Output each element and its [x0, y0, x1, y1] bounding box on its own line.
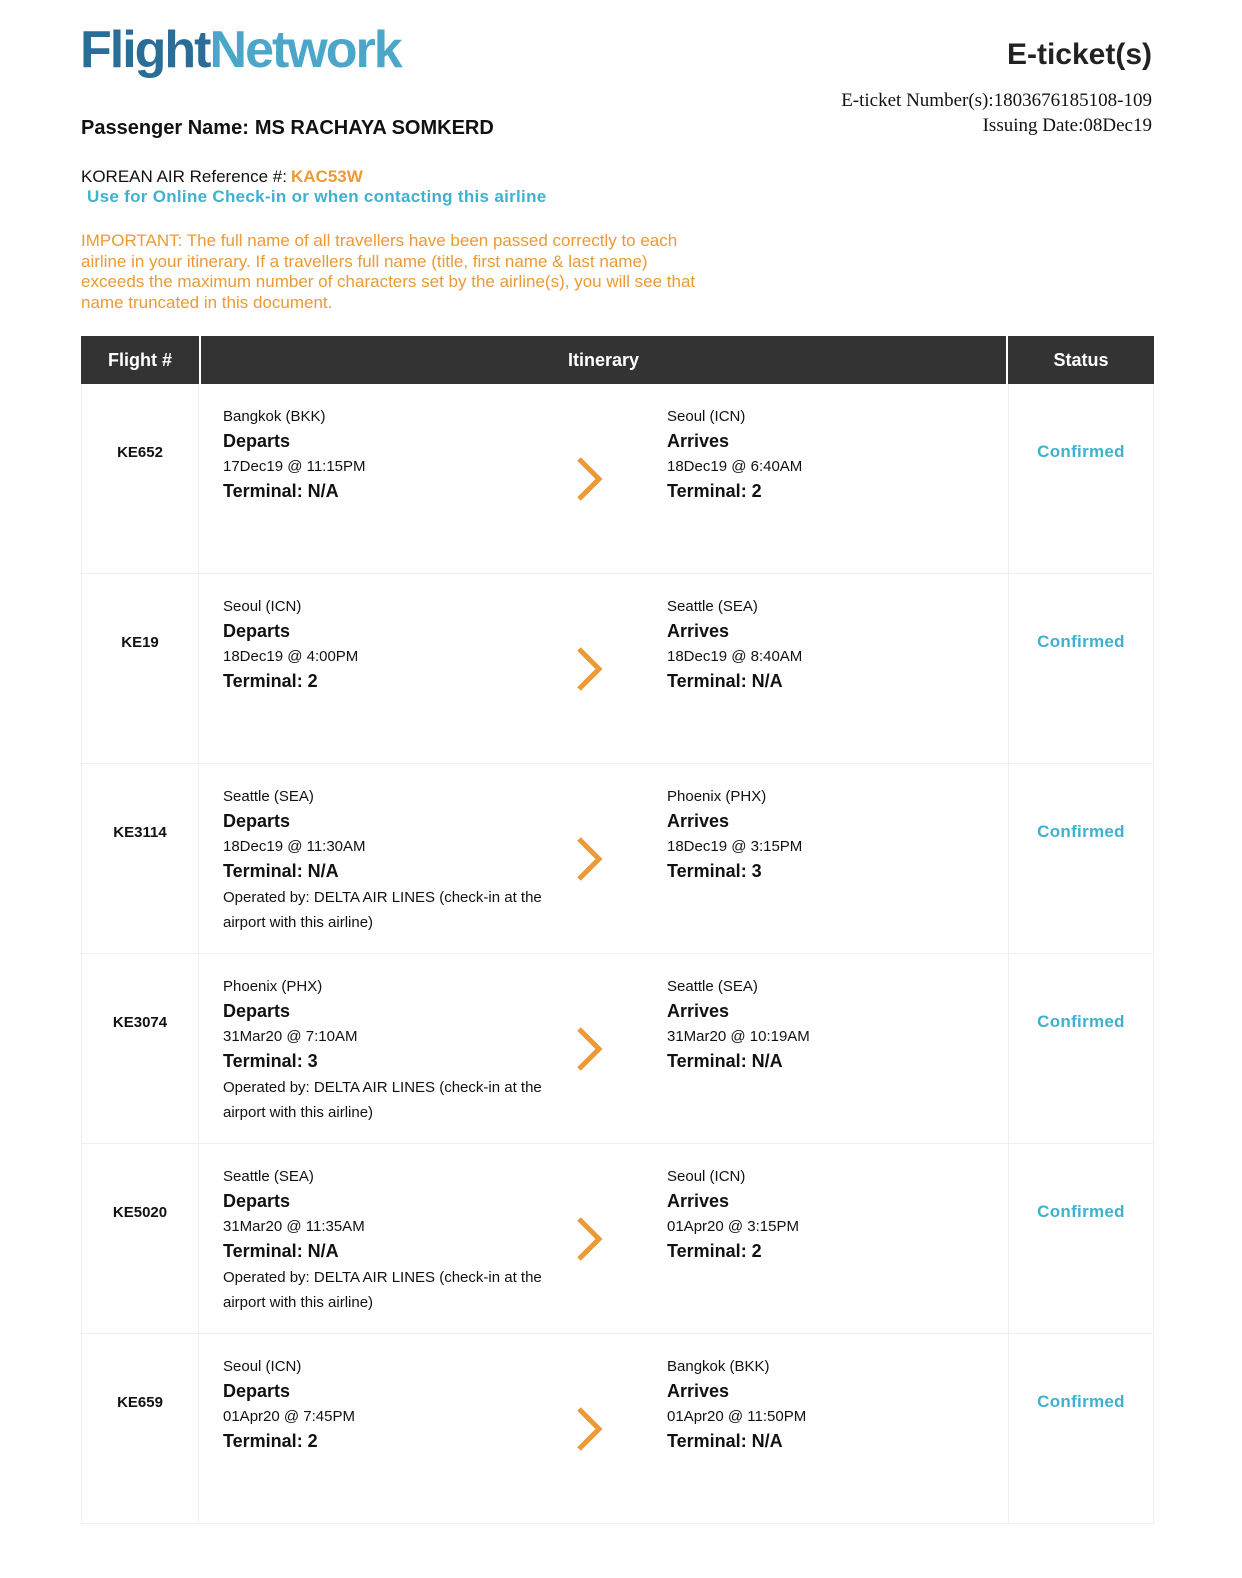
status-badge: Confirmed	[1009, 1144, 1154, 1333]
arrival-time: 18Dec19 @ 3:15PM	[667, 838, 803, 855]
arrival-terminal: Terminal: 3	[667, 861, 762, 881]
departs-label: Departs	[223, 1381, 291, 1401]
ticket-numbers: E-ticket Number(s):1803676185108-109	[841, 90, 1152, 111]
flight-number: KE652	[81, 384, 199, 573]
header-itinerary: Itinerary	[201, 336, 1008, 384]
table-body	[81, 384, 1154, 1524]
departure-city: Bangkok (BKK)	[223, 408, 326, 425]
departs-label: Departs	[223, 431, 291, 451]
status-badge: Confirmed	[1009, 384, 1154, 573]
departure-time: 18Dec19 @ 11:30AM	[223, 838, 366, 855]
arrives-label: Arrives	[667, 431, 730, 451]
chevron-right-icon	[575, 646, 605, 692]
departure-city: Phoenix (PHX)	[223, 978, 323, 995]
arrival-time: 31Mar20 @ 10:19AM	[667, 1028, 810, 1045]
departure-city: Seoul (ICN)	[223, 598, 302, 615]
reference-code: KAC53W	[290, 167, 363, 186]
arrival-leg	[667, 1354, 967, 1454]
arrives-label: Arrives	[667, 1381, 730, 1401]
arrival-terminal: Terminal: 2	[667, 481, 762, 501]
departure-leg	[223, 974, 568, 1125]
airline-reference	[81, 167, 363, 187]
departure-terminal: Terminal: 2	[223, 1431, 318, 1451]
arrival-time: 01Apr20 @ 3:15PM	[667, 1218, 799, 1235]
arrival-city: Bangkok (BKK)	[667, 1358, 770, 1375]
departure-terminal: Terminal: N/A	[223, 481, 339, 501]
arrival-time: 18Dec19 @ 8:40AM	[667, 648, 803, 665]
chevron-right-icon	[575, 836, 605, 882]
reference-note: Use for Online Check-in or when contacting this airline	[87, 187, 547, 206]
passenger-label: Passenger Name:	[81, 117, 249, 139]
flight-number: KE3074	[81, 954, 199, 1143]
departure-city: Seattle (SEA)	[223, 1168, 314, 1185]
departure-terminal: Terminal: N/A	[223, 861, 339, 881]
arrival-city: Seoul (ICN)	[667, 1168, 746, 1185]
passenger-value: MS RACHAYA SOMKERD	[254, 117, 494, 139]
flight-number: KE19	[81, 574, 199, 763]
important-notice: IMPORTANT: The full name of all travellers have been passed correctly to each airline in your itinerary. If a travellers full name (title, first name & last name) exceeds the maximum number of characters set by the airline(s), you will see that name truncated in this document.	[81, 231, 696, 312]
arrival-time: 01Apr20 @ 11:50PM	[667, 1408, 807, 1425]
table-row	[81, 764, 1154, 954]
ticket-meta	[841, 88, 1152, 138]
table-row	[81, 954, 1154, 1144]
status-badge: Confirmed	[1009, 764, 1154, 953]
arrives-label: Arrives	[667, 811, 730, 831]
arrives-label: Arrives	[667, 1191, 730, 1211]
departure-time: 18Dec19 @ 4:00PM	[223, 648, 359, 665]
operated-by: Operated by: DELTA AIR LINES (check-in at the airport with this airline)	[223, 1079, 542, 1121]
arrival-leg	[667, 404, 967, 504]
table-row	[81, 384, 1154, 574]
arrival-city: Phoenix (PHX)	[667, 788, 767, 805]
itinerary-cell	[199, 954, 1009, 1143]
chevron-right-icon	[575, 1406, 605, 1452]
arrival-leg	[667, 1164, 967, 1264]
departure-terminal: Terminal: 2	[223, 671, 318, 691]
itinerary-cell	[199, 764, 1009, 953]
departure-time: 01Apr20 @ 7:45PM	[223, 1408, 355, 1425]
departure-leg	[223, 1164, 568, 1315]
header-status: Status	[1053, 349, 1109, 370]
flight-number: KE5020	[81, 1144, 199, 1333]
arrival-leg	[667, 784, 967, 884]
departure-leg	[223, 784, 568, 935]
itinerary-cell	[199, 1144, 1009, 1333]
departs-label: Departs	[223, 1191, 291, 1211]
arrival-time: 18Dec19 @ 6:40AM	[667, 458, 803, 475]
operated-by: Operated by: DELTA AIR LINES (check-in at the airport with this airline)	[223, 889, 542, 931]
reference-label: KOREAN AIR Reference #:	[81, 167, 287, 186]
flight-number: KE3114	[81, 764, 199, 953]
operated-by: Operated by: DELTA AIR LINES (check-in at the airport with this airline)	[223, 1269, 542, 1311]
arrival-city: Seattle (SEA)	[667, 598, 758, 615]
departure-terminal: Terminal: N/A	[223, 1241, 339, 1261]
itinerary-cell	[199, 1334, 1009, 1523]
departs-label: Departs	[223, 811, 291, 831]
arrival-terminal: Terminal: N/A	[667, 671, 783, 691]
arrival-terminal: Terminal: N/A	[667, 1051, 783, 1071]
arrival-city: Seoul (ICN)	[667, 408, 746, 425]
status-badge: Confirmed	[1009, 574, 1154, 763]
arrival-terminal: Terminal: N/A	[667, 1431, 783, 1451]
flightnetwork-logo	[80, 21, 401, 79]
departure-city: Seoul (ICN)	[223, 1358, 302, 1375]
flight-number: KE659	[81, 1334, 199, 1523]
departure-leg	[223, 404, 568, 505]
status-badge: Confirmed	[1009, 1334, 1154, 1523]
issuing-date: Issuing Date:08Dec19	[982, 115, 1152, 136]
departure-terminal: Terminal: 3	[223, 1051, 318, 1071]
departure-time: 31Mar20 @ 7:10AM	[223, 1028, 358, 1045]
arrives-label: Arrives	[667, 621, 730, 641]
logo-part-network: Network	[209, 21, 401, 79]
departure-time: 31Mar20 @ 11:35AM	[223, 1218, 365, 1235]
itinerary-cell	[199, 574, 1009, 763]
departs-label: Departs	[223, 621, 291, 641]
table-header	[81, 336, 1154, 384]
header-flight: Flight #	[81, 336, 201, 384]
table-row	[81, 574, 1154, 764]
arrival-leg	[667, 594, 967, 694]
table-row	[81, 1144, 1154, 1334]
arrival-leg	[667, 974, 967, 1074]
arrival-terminal: Terminal: 2	[667, 1241, 762, 1261]
table-row	[81, 1334, 1154, 1524]
itinerary-table	[81, 336, 1154, 1524]
chevron-right-icon	[575, 1026, 605, 1072]
departure-leg	[223, 1354, 568, 1455]
arrives-label: Arrives	[667, 1001, 730, 1021]
status-badge: Confirmed	[1009, 954, 1154, 1143]
departure-city: Seattle (SEA)	[223, 788, 314, 805]
chevron-right-icon	[575, 1216, 605, 1262]
itinerary-cell	[199, 384, 1009, 573]
chevron-right-icon	[575, 456, 605, 502]
passenger-name	[81, 117, 494, 140]
arrival-city: Seattle (SEA)	[667, 978, 758, 995]
departure-time: 17Dec19 @ 11:15PM	[223, 458, 366, 475]
departure-leg	[223, 594, 568, 695]
departs-label: Departs	[223, 1001, 291, 1021]
page-title: E-ticket(s)	[1006, 38, 1152, 71]
logo-part-flight: Flight	[80, 21, 210, 79]
